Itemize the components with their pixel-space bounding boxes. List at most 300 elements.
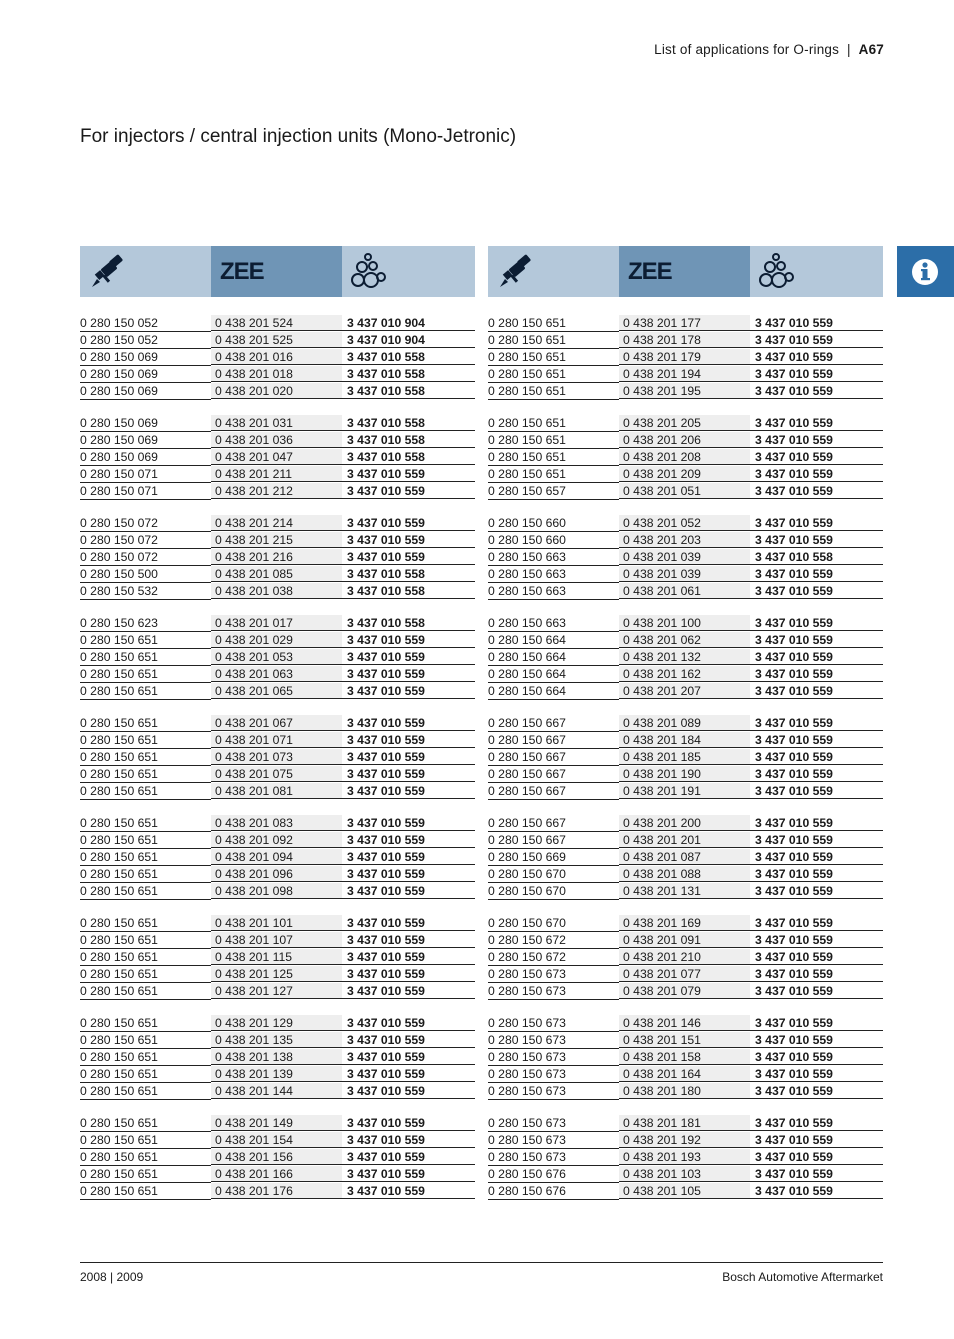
o-ring-icon [754,252,798,290]
injector-number: 0 280 150 651 [80,932,211,949]
o-ring-number: 3 437 010 558 [342,583,475,599]
injector-number: 0 280 150 651 [488,449,619,466]
o-ring-number: 3 437 010 559 [342,766,475,782]
injector-number: 0 280 150 052 [80,315,211,332]
o-ring-number: 3 437 010 559 [750,949,883,965]
table-row [488,715,883,732]
injector-number: 0 280 150 651 [80,649,211,666]
o-ring-number: 3 437 010 559 [750,683,883,699]
zee-number: 0 438 201 207 [619,683,750,699]
row-group [80,615,475,700]
zee-number: 0 438 201 201 [619,832,750,848]
zee-number: 0 438 201 092 [211,832,342,848]
zee-number: 0 438 201 038 [211,583,342,599]
zee-number: 0 438 201 063 [211,666,342,682]
table-row [488,1049,883,1066]
o-ring-number: 3 437 010 559 [342,1015,475,1031]
o-ring-number: 3 437 010 559 [750,915,883,931]
injector-number: 0 280 150 672 [488,949,619,966]
table-row [488,1183,883,1200]
o-ring-number: 3 437 010 558 [342,415,475,431]
table-row [488,683,883,700]
o-ring-number: 3 437 010 559 [342,915,475,931]
table-row [80,783,475,800]
o-ring-number: 3 437 010 559 [342,1115,475,1131]
zee-number: 0 438 201 052 [619,515,750,531]
table-row [80,332,475,349]
row-group [488,715,883,800]
injector-number: 0 280 150 071 [80,466,211,483]
injector-number: 0 280 150 651 [80,866,211,883]
o-ring-number: 3 437 010 559 [750,1149,883,1165]
zee-number: 0 438 201 156 [211,1149,342,1165]
injector-number: 0 280 150 069 [80,366,211,383]
injector-number: 0 280 150 663 [488,549,619,566]
zee-number: 0 438 201 016 [211,349,342,365]
table-row [80,649,475,666]
injector-number: 0 280 150 651 [80,915,211,932]
zee-number: 0 438 201 211 [211,466,342,482]
zee-number: 0 438 201 125 [211,966,342,982]
o-ring-number: 3 437 010 559 [750,483,883,499]
o-ring-number: 3 437 010 559 [342,866,475,882]
row-group [80,1115,475,1200]
zee-number: 0 438 201 017 [211,615,342,631]
table-row [80,366,475,383]
table-row [488,383,883,400]
o-ring-number: 3 437 010 904 [342,332,475,348]
o-ring-number: 3 437 010 559 [342,483,475,499]
o-ring-number: 3 437 010 559 [750,1183,883,1199]
applications-table-left [80,246,475,1215]
footer-years: 2008 | 2009 [80,1270,144,1284]
injector-number: 0 280 150 673 [488,1149,619,1166]
zee-number: 0 438 201 101 [211,915,342,931]
table-row [80,432,475,449]
injector-number: 0 280 150 651 [488,366,619,383]
injector-icon [88,254,128,290]
zee-number: 0 438 201 164 [619,1066,750,1082]
table-row [80,483,475,500]
table-row [80,1083,475,1100]
zee-number: 0 438 201 169 [619,915,750,931]
table-row [488,949,883,966]
row-group [80,515,475,600]
o-ring-number: 3 437 010 559 [750,783,883,799]
zee-number: 0 438 201 131 [619,883,750,899]
table-row [80,866,475,883]
o-ring-number: 3 437 010 559 [342,666,475,682]
zee-number: 0 438 201 135 [211,1032,342,1048]
zee-number: 0 438 201 144 [211,1083,342,1099]
o-ring-number: 3 437 010 559 [750,649,883,665]
injector-number: 0 280 150 532 [80,583,211,600]
injector-number: 0 280 150 069 [80,383,211,400]
table-row [488,849,883,866]
zee-number: 0 438 201 212 [211,483,342,499]
table-row [80,815,475,832]
table-row [80,949,475,966]
o-ring-column-header [342,246,475,297]
table-row [80,732,475,749]
o-ring-number: 3 437 010 559 [750,432,883,448]
o-ring-number: 3 437 010 559 [750,749,883,765]
o-ring-number: 3 437 010 559 [750,1049,883,1065]
injector-number: 0 280 150 673 [488,1049,619,1066]
o-ring-number: 3 437 010 559 [342,632,475,648]
table-row [80,583,475,600]
o-ring-number: 3 437 010 559 [342,1032,475,1048]
table-row [80,1132,475,1149]
zee-number: 0 438 201 158 [619,1049,750,1065]
o-ring-number: 3 437 010 559 [342,849,475,865]
table-row [80,683,475,700]
o-ring-number: 3 437 010 559 [750,1083,883,1099]
zee-number: 0 438 201 079 [619,983,750,999]
info-tab[interactable] [897,246,954,297]
o-ring-number: 3 437 010 559 [750,815,883,831]
table-header [80,246,475,297]
table-row [80,915,475,932]
table-row [488,866,883,883]
table-row [488,883,883,900]
o-ring-number: 3 437 010 559 [342,932,475,948]
row-group [80,815,475,900]
injector-number: 0 280 150 667 [488,783,619,800]
table-row [488,615,883,632]
zee-number: 0 438 201 178 [619,332,750,348]
zee-number: 0 438 201 146 [619,1015,750,1031]
zee-number: 0 438 201 181 [619,1115,750,1131]
row-group [488,915,883,1000]
injector-number: 0 280 150 651 [80,949,211,966]
table-row [80,383,475,400]
zee-number: 0 438 201 039 [619,566,750,582]
o-ring-number: 3 437 010 558 [342,383,475,399]
section-title: List of applications for O-rings [654,42,840,57]
o-ring-number: 3 437 010 559 [342,549,475,565]
injector-number: 0 280 150 651 [80,632,211,649]
table-row [488,515,883,532]
o-ring-number: 3 437 010 559 [750,932,883,948]
zee-number: 0 438 201 127 [211,983,342,999]
o-ring-number: 3 437 010 559 [750,1066,883,1082]
table-row [488,449,883,466]
table-row [488,1066,883,1083]
injector-number: 0 280 150 673 [488,1083,619,1100]
o-ring-number: 3 437 010 559 [750,1115,883,1131]
row-group [488,415,883,500]
o-ring-number: 3 437 010 904 [342,315,475,331]
zee-number: 0 438 201 200 [619,815,750,831]
table-row [488,1032,883,1049]
footer-divider [80,1262,883,1263]
zee-number: 0 438 201 089 [619,715,750,731]
o-ring-number: 3 437 010 559 [750,666,883,682]
right-row-groups [488,315,883,1200]
o-ring-number: 3 437 010 559 [342,683,475,699]
footer-brand: Bosch Automotive Aftermarket [722,1270,883,1284]
injector-number: 0 280 150 651 [80,1049,211,1066]
injector-number: 0 280 150 651 [80,1066,211,1083]
table-row [488,783,883,800]
zee-number: 0 438 201 214 [211,515,342,531]
injector-number: 0 280 150 069 [80,415,211,432]
zee-number: 0 438 201 193 [619,1149,750,1165]
table-row [488,566,883,583]
injector-number: 0 280 150 651 [80,883,211,900]
table-row [488,1083,883,1100]
zee-number: 0 438 201 071 [211,732,342,748]
row-group [80,915,475,1000]
table-row [488,315,883,332]
injector-number: 0 280 150 673 [488,1066,619,1083]
injector-number: 0 280 150 651 [80,749,211,766]
zee-number: 0 438 201 105 [619,1183,750,1199]
zee-number: 0 438 201 525 [211,332,342,348]
table-row [488,915,883,932]
injector-number: 0 280 150 071 [80,483,211,500]
table-row [80,715,475,732]
table-row [80,315,475,332]
table-row [80,615,475,632]
o-ring-number: 3 437 010 559 [342,532,475,548]
injector-number: 0 280 150 623 [80,615,211,632]
zee-number: 0 438 201 107 [211,932,342,948]
injector-number: 0 280 150 651 [80,1015,211,1032]
o-ring-number: 3 437 010 559 [750,715,883,731]
table-row [80,983,475,1000]
zee-number: 0 438 201 524 [211,315,342,331]
zee-number: 0 438 201 151 [619,1032,750,1048]
zee-number: 0 438 201 018 [211,366,342,382]
o-ring-number: 3 437 010 559 [342,883,475,899]
o-ring-number: 3 437 010 559 [750,966,883,982]
table-header [488,246,883,297]
zee-number: 0 438 201 098 [211,883,342,899]
o-ring-number: 3 437 010 559 [342,966,475,982]
o-ring-number: 3 437 010 559 [750,449,883,465]
o-ring-number: 3 437 010 558 [342,366,475,382]
injector-number: 0 280 150 072 [80,515,211,532]
zee-number: 0 438 201 100 [619,615,750,631]
table-row [80,566,475,583]
o-ring-number: 3 437 010 559 [342,832,475,848]
table-row [80,466,475,483]
table-row [488,1166,883,1183]
table-row [488,815,883,832]
injector-column-header [488,246,619,297]
injector-number: 0 280 150 069 [80,449,211,466]
injector-number: 0 280 150 651 [80,1083,211,1100]
o-ring-number: 3 437 010 559 [342,732,475,748]
running-header [654,42,884,57]
injector-number: 0 280 150 660 [488,515,619,532]
o-ring-number: 3 437 010 559 [750,532,883,548]
zee-number: 0 438 201 205 [619,415,750,431]
injector-number: 0 280 150 651 [80,966,211,983]
table-row [80,1049,475,1066]
table-row [488,649,883,666]
zee-number: 0 438 201 083 [211,815,342,831]
o-ring-number: 3 437 010 559 [750,466,883,482]
table-row [80,966,475,983]
zee-number: 0 438 201 081 [211,783,342,799]
zee-number: 0 438 201 206 [619,432,750,448]
o-ring-number: 3 437 010 559 [750,583,883,599]
table-row [80,1115,475,1132]
injector-number: 0 280 150 663 [488,583,619,600]
o-ring-number: 3 437 010 559 [342,1049,475,1065]
table-row [488,432,883,449]
zee-number: 0 438 201 075 [211,766,342,782]
injector-number: 0 280 150 664 [488,632,619,649]
zee-number: 0 438 201 203 [619,532,750,548]
zee-number: 0 438 201 103 [619,1166,750,1182]
o-ring-number: 3 437 010 559 [342,1066,475,1082]
zee-number: 0 438 201 073 [211,749,342,765]
left-row-groups [80,315,475,1200]
row-group [80,1015,475,1100]
o-ring-number: 3 437 010 559 [342,949,475,965]
table-row [488,332,883,349]
zee-label: ZEE [628,258,672,285]
zee-number: 0 438 201 020 [211,383,342,399]
injector-number: 0 280 150 673 [488,966,619,983]
injector-number: 0 280 150 651 [80,1032,211,1049]
injector-number: 0 280 150 069 [80,432,211,449]
table-row [80,532,475,549]
o-ring-number: 3 437 010 559 [750,615,883,631]
zee-number: 0 438 201 215 [211,532,342,548]
o-ring-number: 3 437 010 558 [342,432,475,448]
o-ring-number: 3 437 010 559 [750,1015,883,1031]
table-row [488,983,883,1000]
injector-number: 0 280 150 651 [80,849,211,866]
zee-number: 0 438 201 184 [619,732,750,748]
zee-number: 0 438 201 185 [619,749,750,765]
zee-number: 0 438 201 051 [619,483,750,499]
injector-number: 0 280 150 664 [488,666,619,683]
injector-number: 0 280 150 673 [488,1132,619,1149]
o-ring-number: 3 437 010 558 [750,549,883,565]
table-row [488,1015,883,1032]
table-row [488,583,883,600]
o-ring-number: 3 437 010 559 [750,415,883,431]
o-ring-number: 3 437 010 559 [342,466,475,482]
table-row [80,666,475,683]
injector-number: 0 280 150 667 [488,766,619,783]
injector-number: 0 280 150 651 [80,815,211,832]
table-row [80,515,475,532]
header-separator: | [847,42,851,57]
injector-number: 0 280 150 651 [80,1166,211,1183]
injector-number: 0 280 150 660 [488,532,619,549]
zee-number: 0 438 201 065 [211,683,342,699]
injector-number: 0 280 150 651 [80,1149,211,1166]
injector-number: 0 280 150 664 [488,649,619,666]
injector-number: 0 280 150 663 [488,566,619,583]
injector-number: 0 280 150 673 [488,1015,619,1032]
injector-number: 0 280 150 651 [80,1132,211,1149]
table-row [80,449,475,466]
o-ring-number: 3 437 010 559 [750,349,883,365]
zee-number: 0 438 201 179 [619,349,750,365]
table-row [80,883,475,900]
zee-number: 0 438 201 139 [211,1066,342,1082]
zee-number: 0 438 201 180 [619,1083,750,1099]
zee-number: 0 438 201 029 [211,632,342,648]
injector-number: 0 280 150 673 [488,1032,619,1049]
o-ring-number: 3 437 010 559 [342,783,475,799]
zee-number: 0 438 201 036 [211,432,342,448]
zee-number: 0 438 201 077 [619,966,750,982]
o-ring-number: 3 437 010 558 [342,449,475,465]
injector-number: 0 280 150 651 [488,466,619,483]
injector-number: 0 280 150 651 [488,315,619,332]
injector-number: 0 280 150 651 [488,415,619,432]
o-ring-number: 3 437 010 559 [342,1149,475,1165]
o-ring-number: 3 437 010 558 [342,566,475,582]
zee-number: 0 438 201 177 [619,315,750,331]
zee-number: 0 438 201 190 [619,766,750,782]
injector-number: 0 280 150 667 [488,732,619,749]
injector-number: 0 280 150 052 [80,332,211,349]
injector-number: 0 280 150 651 [488,432,619,449]
injector-number: 0 280 150 667 [488,832,619,849]
table-row [80,1166,475,1183]
info-icon [907,256,943,288]
table-row [488,666,883,683]
zee-number: 0 438 201 039 [619,549,750,565]
o-ring-number: 3 437 010 559 [750,732,883,748]
o-ring-number: 3 437 010 559 [750,366,883,382]
o-ring-number: 3 437 010 558 [342,615,475,631]
injector-number: 0 280 150 069 [80,349,211,366]
zee-label: ZEE [220,258,264,285]
zee-number: 0 438 201 192 [619,1132,750,1148]
zee-number: 0 438 201 209 [619,466,750,482]
table-row [488,732,883,749]
injector-icon [496,254,536,290]
injector-number: 0 280 150 667 [488,715,619,732]
zee-number: 0 438 201 176 [211,1183,342,1199]
zee-number: 0 438 201 047 [211,449,342,465]
zee-number: 0 438 201 129 [211,1015,342,1031]
zee-number: 0 438 201 087 [619,849,750,865]
table-row [80,415,475,432]
table-row [488,932,883,949]
injector-number: 0 280 150 657 [488,483,619,500]
table-row [488,966,883,983]
page-title: For injectors / central injection units (Mono-Jetronic) [80,126,517,147]
o-ring-number: 3 437 010 559 [750,1166,883,1182]
table-row [488,1132,883,1149]
o-ring-number: 3 437 010 559 [342,815,475,831]
zee-number: 0 438 201 053 [211,649,342,665]
table-row [80,749,475,766]
injector-number: 0 280 150 672 [488,932,619,949]
zee-number: 0 438 201 194 [619,366,750,382]
table-row [80,632,475,649]
table-row [488,766,883,783]
injector-number: 0 280 150 651 [80,783,211,800]
table-row [488,415,883,432]
o-ring-number: 3 437 010 559 [342,983,475,999]
table-row [488,832,883,849]
o-ring-number: 3 437 010 559 [342,1183,475,1199]
injector-number: 0 280 150 667 [488,815,619,832]
